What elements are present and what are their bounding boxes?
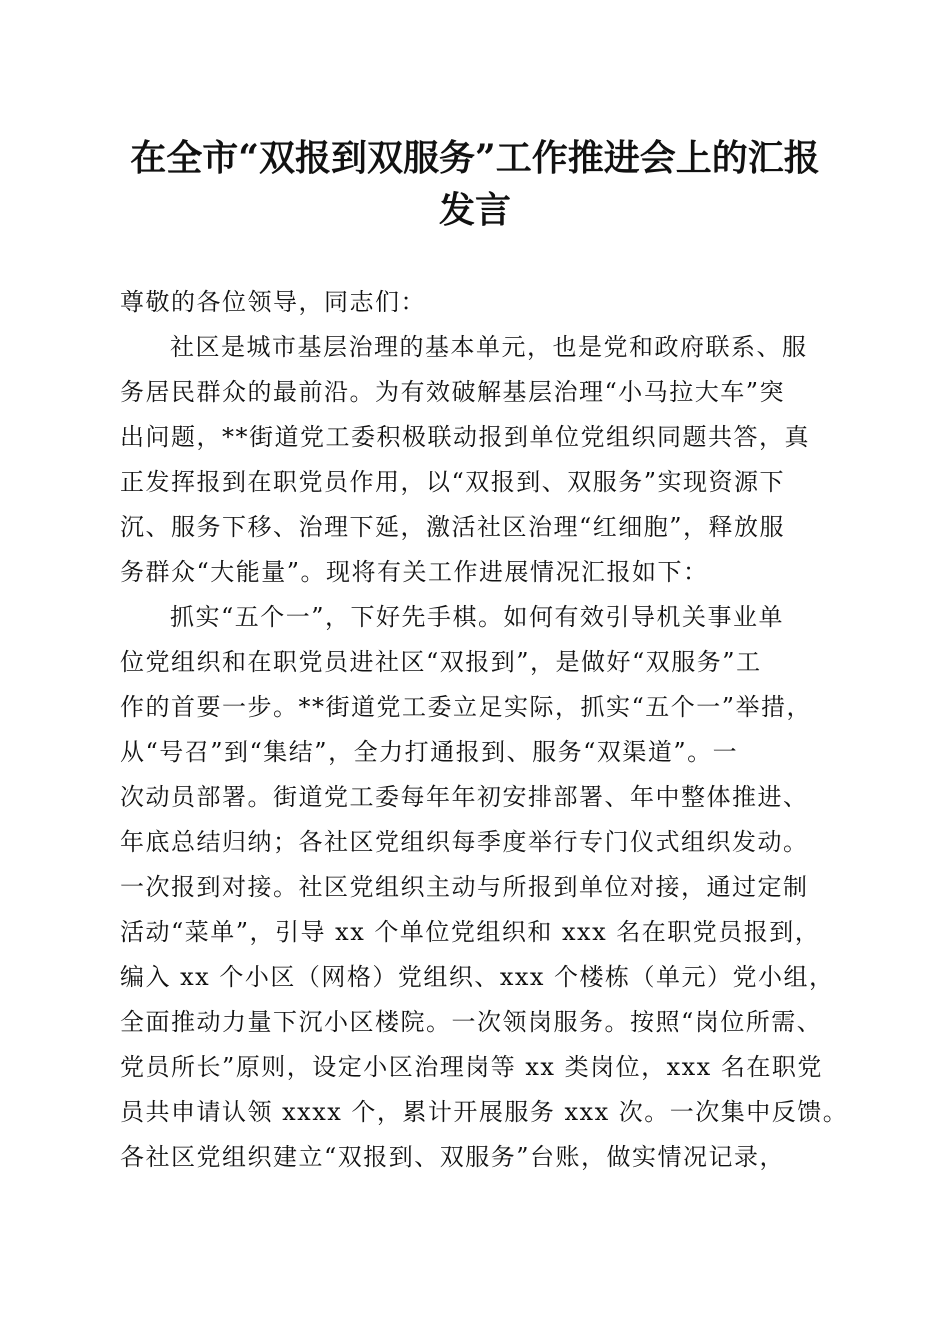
paragraph-line: 员共申请认领 xxxx 个，累计开展服务 xxx 次。一次集中反馈。 [120,1098,849,1126]
paragraph-2 [120,595,849,1180]
greeting: 尊敬的各位领导，同志们： [120,288,426,316]
paragraph-line: 务群众“大能量”。现将有关工作进展情况汇报如下： [120,558,709,586]
title-line-2: 发言 [438,189,511,231]
paragraph-line: 一次报到对接。社区党组织主动与所报到单位对接，通过定制 [120,873,809,901]
paragraph-1 [120,325,840,595]
paragraph-line: 活动“菜单”，引导 xx 个单位党组织和 xxx 名在职党员报到， [120,918,821,946]
document-body [120,280,849,1180]
paragraph-line: 编入 xx 个小区（网格）党组织、xxx 个楼栋（单元）党小组， [120,963,835,991]
paragraph-line: 各社区党组织建立“双报到、双服务”台账，做实情况记录， [120,1143,786,1171]
document-title [110,132,840,236]
paragraph-line: 位党组织和在职党员进社区“双报到”，是做好“双服务”工 [120,648,762,676]
paragraph-line: 社区是城市基层治理的基本单元，也是党和政府联系、服 [170,333,808,361]
paragraph-line: 出问题，**街道党工委积极联动报到单位党组织同题共答，真 [120,423,810,451]
paragraph-line: 党员所长”原则，设定小区治理岗等 xx 类岗位，xxx 名在职党 [120,1053,823,1081]
title-line-1: 在全市“双报到双服务”工作推进会上的汇报 [130,137,820,179]
paragraph-line: 次动员部署。街道党工委每年年初安排部署、年中整体推进、 [120,783,809,811]
paragraph-line: 抓实“五个一”，下好先手棋。如何有效引导机关事业单 [170,603,785,631]
paragraph-line: 沉、服务下移、治理下延，激活社区治理“红细胞”，释放服 [120,513,786,541]
paragraph-line: 务居民群众的最前沿。为有效破解基层治理“小马拉大车”突 [120,378,786,406]
paragraph-line: 作的首要一步。**街道党工委立足实际，抓实“五个一”举措， [120,693,813,721]
paragraph-line: 全面推动力量下沉小区楼院。一次领岗服务。按照“岗位所需、 [120,1008,823,1036]
paragraph-line: 从“号召”到“集结”，全力打通报到、服务“双渠道”。一 [120,738,739,766]
paragraph-line: 正发挥报到在职党员作用，以“双报到、双服务”实现资源下 [120,468,786,496]
paragraph-line: 年底总结归纳；各社区党组织每季度举行专门仪式组织发动。 [120,828,809,856]
